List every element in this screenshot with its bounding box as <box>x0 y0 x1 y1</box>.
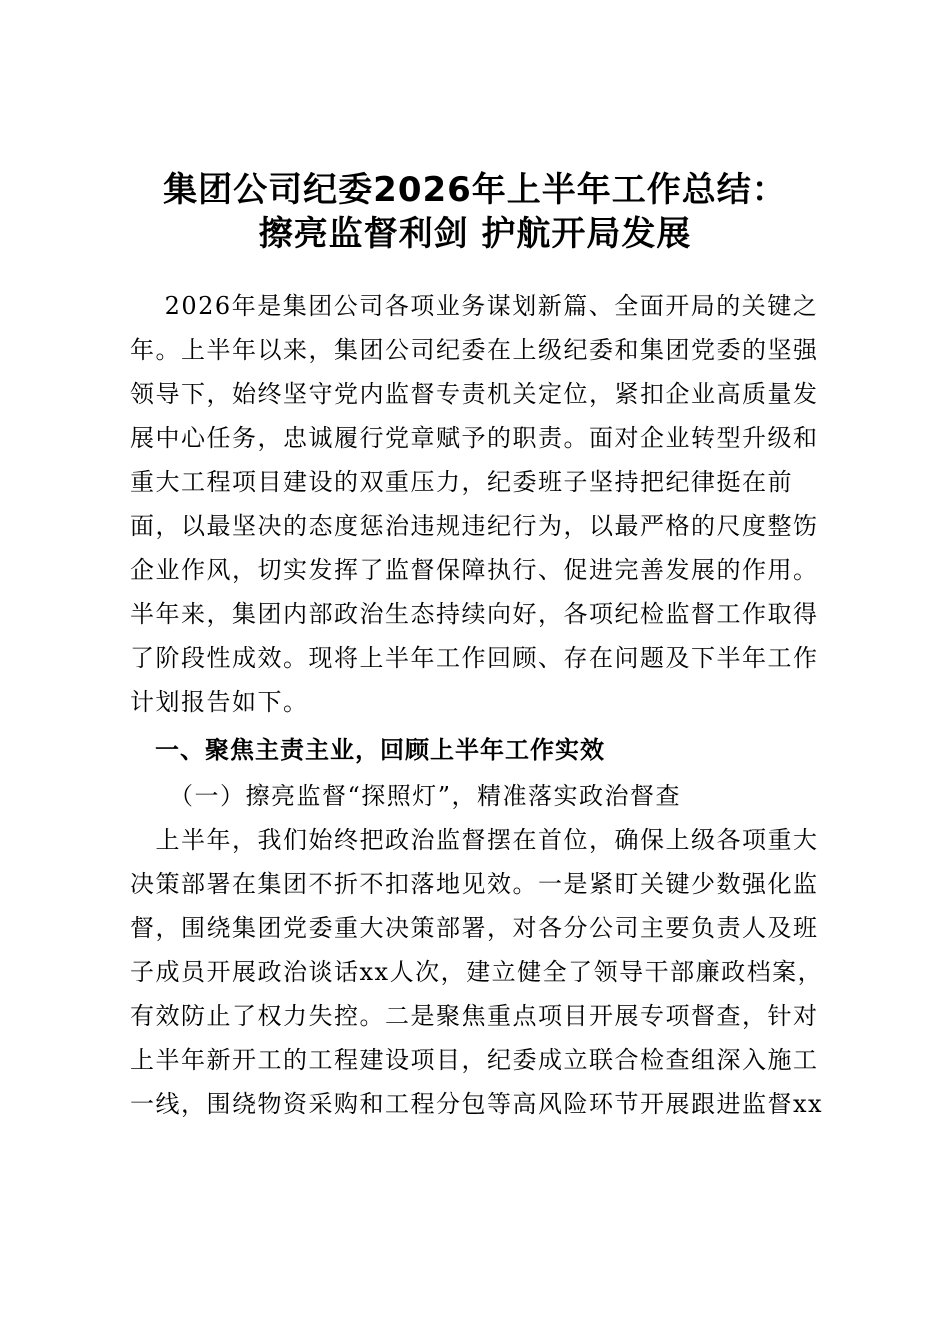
intro-paragraph-line: 计划报告如下。 <box>130 688 309 716</box>
intro-paragraph-line: 展中心任务，忠诚履行党章赋予的职责。面对企业转型升级和 <box>130 424 819 452</box>
body-paragraph-line: 上半年新开工的工程建设项目，纪委成立联合检查组深入施工 <box>130 1046 819 1074</box>
body-paragraph-line: 上半年，我们始终把政治监督摆在首位，确保上级各项重大 <box>130 826 819 854</box>
body-paragraph-line: 有效防止了权力失控。二是聚焦重点项目开展专项督查，针对 <box>130 1002 819 1030</box>
body-paragraph-line: 一线，围绕物资采购和工程分包等高风险环节开展跟进监督xx <box>130 1090 824 1118</box>
intro-paragraph-line: 重大工程项目建设的双重压力，纪委班子坚持把纪律挺在前 <box>130 468 793 496</box>
intro-paragraph-line: 企业作风，切实发挥了监督保障执行、促进完善发展的作用。 <box>130 556 819 584</box>
document-title-line-2: 擦亮监督利剑 护航开局发展 <box>258 214 692 254</box>
intro-paragraph-line: 半年来，集团内部政治生态持续向好，各项纪检监督工作取得 <box>130 600 819 628</box>
intro-paragraph-line: 了阶段性成效。现将上半年工作回顾、存在问题及下半年工作 <box>130 644 819 672</box>
subsection-heading: （一）擦亮监督“探照灯”，精准落实政治督查 <box>130 782 682 810</box>
body-paragraph-line: 督，围绕集团党委重大决策部署，对各分公司主要负责人及班 <box>130 914 819 942</box>
intro-paragraph-line: 面，以最坚决的态度惩治违规违纪行为，以最严格的尺度整饬 <box>130 512 819 540</box>
intro-paragraph-line: 领导下，始终坚守党内监督专责机关定位，紧扣企业高质量发 <box>130 380 819 408</box>
document-title-line-1: 集团公司纪委2026年上半年工作总结： <box>163 170 787 210</box>
body-paragraph-line: 决策部署在集团不折不扣落地见效。一是紧盯关键少数强化监 <box>130 870 819 898</box>
intro-paragraph-line: 2026年是集团公司各项业务谋划新篇、全面开局的关键之 <box>130 292 819 320</box>
section-heading: 一、聚焦主责主业，回顾上半年工作实效 <box>130 736 605 764</box>
intro-paragraph-line: 年。上半年以来，集团公司纪委在上级纪委和集团党委的坚强 <box>130 336 819 364</box>
body-paragraph-line: 子成员开展政治谈话xx人次，建立健全了领导干部廉政档案， <box>130 958 824 986</box>
